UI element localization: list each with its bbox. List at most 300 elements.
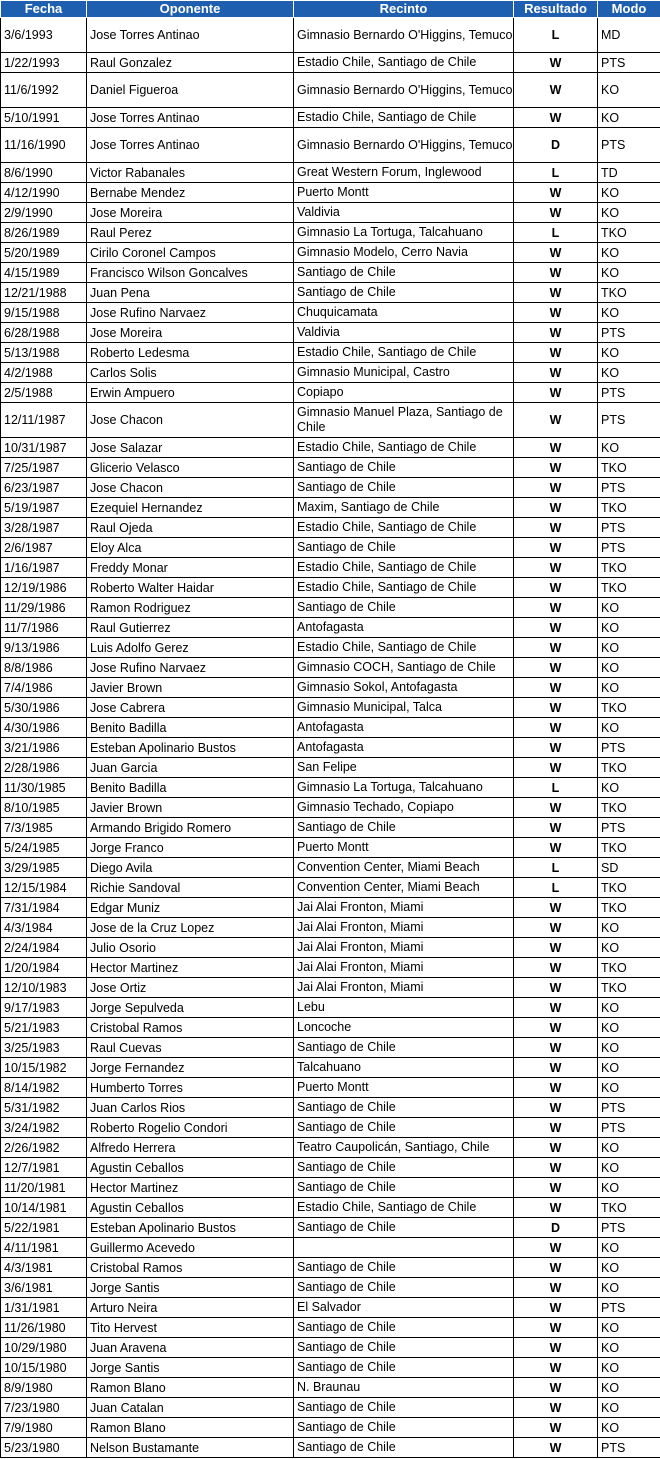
cell-recinto: Convention Center, Miami Beach xyxy=(294,878,514,898)
cell-oponente: Jose Torres Antinao xyxy=(87,108,294,128)
cell-oponente: Diego Avila xyxy=(87,858,294,878)
cell-recinto: Antofagasta xyxy=(294,618,514,638)
cell-modo: KO xyxy=(598,1338,660,1358)
cell-fecha: 4/3/1984 xyxy=(1,918,87,938)
cell-modo: TKO xyxy=(598,898,660,918)
cell-modo: KO xyxy=(598,1238,660,1258)
cell-oponente: Juan Carlos Rios xyxy=(87,1098,294,1118)
cell-recinto: Gimnasio COCH, Santiago de Chile xyxy=(294,658,514,678)
cell-oponente: Roberto Rogelio Condori xyxy=(87,1118,294,1138)
table-row xyxy=(1,558,660,578)
cell-oponente: Benito Badilla xyxy=(87,778,294,798)
table-row xyxy=(1,1138,660,1158)
cell-fecha: 8/9/1980 xyxy=(1,1378,87,1398)
header-recinto: Recinto xyxy=(294,1,514,18)
cell-modo: KO xyxy=(598,1178,660,1198)
cell-fecha: 11/6/1992 xyxy=(1,73,87,108)
cell-recinto: Gimnasio Municipal, Talca xyxy=(294,698,514,718)
cell-oponente: Ramon Rodriguez xyxy=(87,598,294,618)
cell-modo: PTS xyxy=(598,478,660,498)
cell-fecha: 5/20/1989 xyxy=(1,243,87,263)
cell-oponente: Bernabe Mendez xyxy=(87,183,294,203)
cell-resultado: W xyxy=(514,1098,598,1118)
cell-resultado: W xyxy=(514,1058,598,1078)
cell-modo: TKO xyxy=(598,558,660,578)
cell-fecha: 2/28/1986 xyxy=(1,758,87,778)
table-row xyxy=(1,798,660,818)
table-row xyxy=(1,163,660,183)
cell-recinto: El Salvador xyxy=(294,1298,514,1318)
cell-fecha: 10/29/1980 xyxy=(1,1338,87,1358)
table-body xyxy=(1,18,660,1458)
cell-modo: KO xyxy=(598,303,660,323)
table-row xyxy=(1,343,660,363)
cell-fecha: 3/29/1985 xyxy=(1,858,87,878)
header-modo: Modo xyxy=(598,1,660,18)
cell-recinto: Santiago de Chile xyxy=(294,458,514,478)
table-row xyxy=(1,678,660,698)
cell-modo: KO xyxy=(598,1158,660,1178)
table-row xyxy=(1,1338,660,1358)
cell-resultado: W xyxy=(514,658,598,678)
cell-modo: PTS xyxy=(598,1098,660,1118)
header-oponente: Oponente xyxy=(87,1,294,18)
cell-fecha: 8/14/1982 xyxy=(1,1078,87,1098)
cell-oponente: Arturo Neira xyxy=(87,1298,294,1318)
cell-fecha: 10/15/1980 xyxy=(1,1358,87,1378)
table-row xyxy=(1,1398,660,1418)
table-row xyxy=(1,128,660,163)
cell-recinto: Estadio Chile, Santiago de Chile xyxy=(294,518,514,538)
cell-oponente: Jose Cabrera xyxy=(87,698,294,718)
cell-oponente: Ramon Blano xyxy=(87,1418,294,1438)
cell-modo: SD xyxy=(598,858,660,878)
table-row xyxy=(1,938,660,958)
cell-recinto: Chuquicamata xyxy=(294,303,514,323)
cell-resultado: W xyxy=(514,243,598,263)
cell-recinto: Santiago de Chile xyxy=(294,1158,514,1178)
table-row xyxy=(1,538,660,558)
cell-modo: KO xyxy=(598,1358,660,1378)
cell-oponente: Esteban Apolinario Bustos xyxy=(87,738,294,758)
cell-recinto: Copiapo xyxy=(294,383,514,403)
cell-oponente: Richie Sandoval xyxy=(87,878,294,898)
cell-fecha: 5/21/1983 xyxy=(1,1018,87,1038)
cell-resultado: W xyxy=(514,818,598,838)
table-row xyxy=(1,1318,660,1338)
cell-modo: PTS xyxy=(598,323,660,343)
cell-modo: KO xyxy=(598,658,660,678)
cell-modo: KO xyxy=(598,1398,660,1418)
header-resultado: Resultado xyxy=(514,1,598,18)
table-row xyxy=(1,598,660,618)
cell-recinto: Santiago de Chile xyxy=(294,1258,514,1278)
cell-oponente: Jorge Santis xyxy=(87,1358,294,1378)
table-row xyxy=(1,1178,660,1198)
table-row xyxy=(1,638,660,658)
cell-fecha: 3/6/1981 xyxy=(1,1278,87,1298)
table-row xyxy=(1,1418,660,1438)
cell-resultado: W xyxy=(514,978,598,998)
cell-oponente: Cristobal Ramos xyxy=(87,1258,294,1278)
cell-resultado: L xyxy=(514,163,598,183)
cell-resultado: W xyxy=(514,1278,598,1298)
table-row xyxy=(1,1258,660,1278)
cell-resultado: W xyxy=(514,263,598,283)
cell-modo: KO xyxy=(598,73,660,108)
cell-recinto: Convention Center, Miami Beach xyxy=(294,858,514,878)
cell-fecha: 5/13/1988 xyxy=(1,343,87,363)
cell-resultado: W xyxy=(514,203,598,223)
cell-oponente: Raul Perez xyxy=(87,223,294,243)
cell-fecha: 1/20/1984 xyxy=(1,958,87,978)
cell-resultado: W xyxy=(514,1118,598,1138)
table-row xyxy=(1,978,660,998)
cell-fecha: 1/22/1993 xyxy=(1,53,87,73)
cell-recinto: Santiago de Chile xyxy=(294,263,514,283)
cell-fecha: 6/28/1988 xyxy=(1,323,87,343)
cell-resultado: W xyxy=(514,1038,598,1058)
cell-oponente: Juan Catalan xyxy=(87,1398,294,1418)
cell-modo: KO xyxy=(598,718,660,738)
cell-recinto: Jai Alai Fronton, Miami xyxy=(294,938,514,958)
cell-modo: TKO xyxy=(598,838,660,858)
table-row xyxy=(1,918,660,938)
cell-resultado: W xyxy=(514,638,598,658)
cell-recinto: Estadio Chile, Santiago de Chile xyxy=(294,108,514,128)
cell-resultado: W xyxy=(514,478,598,498)
cell-recinto: Estadio Chile, Santiago de Chile xyxy=(294,638,514,658)
cell-resultado: L xyxy=(514,778,598,798)
cell-oponente: Esteban Apolinario Bustos xyxy=(87,1218,294,1238)
cell-fecha: 1/16/1987 xyxy=(1,558,87,578)
cell-fecha: 9/17/1983 xyxy=(1,998,87,1018)
cell-recinto: Puerto Montt xyxy=(294,183,514,203)
cell-recinto: Jai Alai Fronton, Miami xyxy=(294,898,514,918)
table-row xyxy=(1,1218,660,1238)
cell-fecha: 11/20/1981 xyxy=(1,1178,87,1198)
table-row xyxy=(1,1378,660,1398)
cell-resultado: W xyxy=(514,698,598,718)
cell-oponente: Jose Rufino Narvaez xyxy=(87,658,294,678)
cell-modo: PTS xyxy=(598,383,660,403)
cell-modo: KO xyxy=(598,638,660,658)
cell-oponente: Ramon Blano xyxy=(87,1378,294,1398)
cell-oponente: Erwin Ampuero xyxy=(87,383,294,403)
cell-recinto: Santiago de Chile xyxy=(294,1038,514,1058)
cell-recinto: Santiago de Chile xyxy=(294,538,514,558)
cell-resultado: W xyxy=(514,1238,598,1258)
table-row xyxy=(1,383,660,403)
table-row xyxy=(1,958,660,978)
cell-resultado: W xyxy=(514,718,598,738)
cell-oponente: Cristobal Ramos xyxy=(87,1018,294,1038)
cell-fecha: 3/24/1982 xyxy=(1,1118,87,1138)
table-row xyxy=(1,1198,660,1218)
cell-modo: KO xyxy=(598,918,660,938)
table-row xyxy=(1,183,660,203)
table-row xyxy=(1,658,660,678)
cell-oponente: Armando Brigido Romero xyxy=(87,818,294,838)
cell-resultado: W xyxy=(514,1258,598,1278)
cell-resultado: W xyxy=(514,53,598,73)
cell-modo: KO xyxy=(598,938,660,958)
cell-modo: KO xyxy=(598,1138,660,1158)
table-row xyxy=(1,323,660,343)
cell-modo: KO xyxy=(598,203,660,223)
cell-fecha: 4/30/1986 xyxy=(1,718,87,738)
cell-resultado: W xyxy=(514,958,598,978)
cell-recinto: Valdivia xyxy=(294,323,514,343)
cell-resultado: W xyxy=(514,1418,598,1438)
table-row xyxy=(1,108,660,128)
cell-recinto: San Felipe xyxy=(294,758,514,778)
cell-fecha: 3/28/1987 xyxy=(1,518,87,538)
table-row xyxy=(1,998,660,1018)
cell-modo: KO xyxy=(598,243,660,263)
cell-recinto: Estadio Chile, Santiago de Chile xyxy=(294,578,514,598)
cell-recinto: Santiago de Chile xyxy=(294,478,514,498)
cell-oponente: Jose Moreira xyxy=(87,203,294,223)
cell-oponente: Jorge Santis xyxy=(87,1278,294,1298)
cell-resultado: W xyxy=(514,1378,598,1398)
table-row xyxy=(1,898,660,918)
cell-modo: TKO xyxy=(598,578,660,598)
cell-recinto: Estadio Chile, Santiago de Chile xyxy=(294,343,514,363)
cell-oponente: Jose Rufino Narvaez xyxy=(87,303,294,323)
cell-fecha: 9/13/1986 xyxy=(1,638,87,658)
cell-fecha: 5/31/1982 xyxy=(1,1098,87,1118)
cell-modo: KO xyxy=(598,1278,660,1298)
table-row xyxy=(1,1238,660,1258)
cell-oponente: Juan Aravena xyxy=(87,1338,294,1358)
cell-fecha: 4/2/1988 xyxy=(1,363,87,383)
cell-resultado: W xyxy=(514,798,598,818)
cell-resultado: W xyxy=(514,578,598,598)
table-row xyxy=(1,73,660,108)
cell-modo: PTS xyxy=(598,1298,660,1318)
cell-resultado: W xyxy=(514,108,598,128)
cell-fecha: 12/21/1988 xyxy=(1,283,87,303)
cell-recinto: Santiago de Chile xyxy=(294,1398,514,1418)
cell-fecha: 4/3/1981 xyxy=(1,1258,87,1278)
cell-recinto: Santiago de Chile xyxy=(294,598,514,618)
cell-fecha: 4/15/1989 xyxy=(1,263,87,283)
table-row xyxy=(1,738,660,758)
table-row xyxy=(1,1078,660,1098)
cell-oponente: Luis Adolfo Gerez xyxy=(87,638,294,658)
cell-fecha: 11/30/1985 xyxy=(1,778,87,798)
cell-resultado: L xyxy=(514,878,598,898)
cell-fecha: 8/6/1990 xyxy=(1,163,87,183)
cell-oponente: Ezequiel Hernandez xyxy=(87,498,294,518)
cell-resultado: W xyxy=(514,678,598,698)
cell-modo: KO xyxy=(598,998,660,1018)
cell-recinto: Santiago de Chile xyxy=(294,1218,514,1238)
cell-fecha: 3/25/1983 xyxy=(1,1038,87,1058)
cell-fecha: 10/14/1981 xyxy=(1,1198,87,1218)
table-row xyxy=(1,1058,660,1078)
table-row xyxy=(1,858,660,878)
table-row xyxy=(1,203,660,223)
cell-resultado: W xyxy=(514,758,598,778)
table-row xyxy=(1,478,660,498)
cell-fecha: 4/11/1981 xyxy=(1,1238,87,1258)
cell-modo: TKO xyxy=(598,978,660,998)
table-row xyxy=(1,878,660,898)
table-row xyxy=(1,263,660,283)
cell-recinto: Gimnasio Bernardo O'Higgins, Temuco xyxy=(294,128,514,163)
cell-oponente: Freddy Monar xyxy=(87,558,294,578)
table-row xyxy=(1,53,660,73)
cell-fecha: 2/24/1984 xyxy=(1,938,87,958)
cell-oponente: Alfredo Herrera xyxy=(87,1138,294,1158)
cell-oponente: Raul Ojeda xyxy=(87,518,294,538)
cell-modo: KO xyxy=(598,1418,660,1438)
table-row xyxy=(1,1018,660,1038)
cell-recinto: Santiago de Chile xyxy=(294,818,514,838)
cell-oponente: Javier Brown xyxy=(87,678,294,698)
cell-fecha: 4/12/1990 xyxy=(1,183,87,203)
table-row xyxy=(1,403,660,438)
cell-fecha: 2/26/1982 xyxy=(1,1138,87,1158)
cell-resultado: W xyxy=(514,283,598,303)
table-row xyxy=(1,1118,660,1138)
cell-resultado: W xyxy=(514,1018,598,1038)
cell-modo: KO xyxy=(598,363,660,383)
cell-modo: KO xyxy=(598,598,660,618)
cell-modo: KO xyxy=(598,678,660,698)
cell-oponente: Agustin Ceballos xyxy=(87,1198,294,1218)
cell-oponente: Roberto Walter Haidar xyxy=(87,578,294,598)
table-row xyxy=(1,838,660,858)
cell-modo: TD xyxy=(598,163,660,183)
cell-fecha: 8/26/1989 xyxy=(1,223,87,243)
cell-oponente: Jose Torres Antinao xyxy=(87,18,294,53)
cell-oponente: Tito Hervest xyxy=(87,1318,294,1338)
cell-fecha: 12/19/1986 xyxy=(1,578,87,598)
cell-fecha: 11/29/1986 xyxy=(1,598,87,618)
cell-fecha: 6/23/1987 xyxy=(1,478,87,498)
cell-modo: KO xyxy=(598,1018,660,1038)
cell-fecha: 5/23/1980 xyxy=(1,1438,87,1458)
cell-resultado: W xyxy=(514,458,598,478)
cell-oponente: Juan Pena xyxy=(87,283,294,303)
cell-recinto: Great Western Forum, Inglewood xyxy=(294,163,514,183)
table-row xyxy=(1,1438,660,1458)
cell-oponente: Julio Osorio xyxy=(87,938,294,958)
cell-recinto: Santiago de Chile xyxy=(294,283,514,303)
cell-oponente: Agustin Ceballos xyxy=(87,1158,294,1178)
table-header xyxy=(1,1,660,18)
cell-oponente: Victor Rabanales xyxy=(87,163,294,183)
table-row xyxy=(1,498,660,518)
cell-recinto: Talcahuano xyxy=(294,1058,514,1078)
table-row xyxy=(1,778,660,798)
cell-recinto: Santiago de Chile xyxy=(294,1418,514,1438)
cell-fecha: 11/7/1986 xyxy=(1,618,87,638)
cell-modo: TKO xyxy=(598,283,660,303)
cell-resultado: W xyxy=(514,598,598,618)
cell-resultado: W xyxy=(514,1198,598,1218)
cell-resultado: W xyxy=(514,1438,598,1458)
table-row xyxy=(1,698,660,718)
cell-fecha: 12/15/1984 xyxy=(1,878,87,898)
table-row xyxy=(1,758,660,778)
cell-resultado: W xyxy=(514,1178,598,1198)
table-row xyxy=(1,618,660,638)
table-row xyxy=(1,223,660,243)
cell-resultado: W xyxy=(514,1158,598,1178)
cell-recinto: Lebu xyxy=(294,998,514,1018)
table-row xyxy=(1,1038,660,1058)
cell-oponente: Jorge Sepulveda xyxy=(87,998,294,1018)
cell-fecha: 2/9/1990 xyxy=(1,203,87,223)
cell-resultado: W xyxy=(514,1298,598,1318)
table-row xyxy=(1,578,660,598)
cell-oponente: Jose Ortiz xyxy=(87,978,294,998)
cell-recinto: Jai Alai Fronton, Miami xyxy=(294,958,514,978)
cell-recinto: Santiago de Chile xyxy=(294,1318,514,1338)
table-row xyxy=(1,1158,660,1178)
cell-modo: PTS xyxy=(598,738,660,758)
cell-fecha: 7/25/1987 xyxy=(1,458,87,478)
cell-oponente: Raul Gonzalez xyxy=(87,53,294,73)
cell-oponente: Nelson Bustamante xyxy=(87,1438,294,1458)
cell-modo: KO xyxy=(598,438,660,458)
cell-resultado: W xyxy=(514,323,598,343)
cell-resultado: W xyxy=(514,363,598,383)
cell-fecha: 7/4/1986 xyxy=(1,678,87,698)
cell-resultado: D xyxy=(514,1218,598,1238)
cell-fecha: 7/9/1980 xyxy=(1,1418,87,1438)
cell-recinto: Valdivia xyxy=(294,203,514,223)
cell-recinto: Gimnasio Techado, Copiapo xyxy=(294,798,514,818)
cell-recinto: Gimnasio La Tortuga, Talcahuano xyxy=(294,223,514,243)
cell-modo: PTS xyxy=(598,1438,660,1458)
cell-oponente: Hector Martinez xyxy=(87,958,294,978)
cell-modo: KO xyxy=(598,1378,660,1398)
cell-modo: TKO xyxy=(598,458,660,478)
cell-recinto: Puerto Montt xyxy=(294,1078,514,1098)
cell-fecha: 8/8/1986 xyxy=(1,658,87,678)
cell-recinto: Antofagasta xyxy=(294,738,514,758)
cell-modo: PTS xyxy=(598,818,660,838)
cell-fecha: 1/31/1981 xyxy=(1,1298,87,1318)
cell-recinto: Jai Alai Fronton, Miami xyxy=(294,978,514,998)
cell-modo: MD xyxy=(598,18,660,53)
cell-modo: KO xyxy=(598,778,660,798)
cell-fecha: 5/30/1986 xyxy=(1,698,87,718)
cell-modo: TKO xyxy=(598,798,660,818)
cell-modo: TKO xyxy=(598,698,660,718)
cell-fecha: 10/31/1987 xyxy=(1,438,87,458)
cell-recinto: Santiago de Chile xyxy=(294,1438,514,1458)
cell-modo: KO xyxy=(598,263,660,283)
table-row xyxy=(1,283,660,303)
cell-recinto: Gimnasio Manuel Plaza, Santiago de Chile xyxy=(294,403,514,438)
cell-resultado: W xyxy=(514,918,598,938)
cell-fecha: 3/21/1986 xyxy=(1,738,87,758)
cell-oponente: Guillermo Acevedo xyxy=(87,1238,294,1258)
cell-resultado: W xyxy=(514,1338,598,1358)
cell-recinto: Puerto Montt xyxy=(294,838,514,858)
cell-modo: PTS xyxy=(598,538,660,558)
cell-resultado: W xyxy=(514,738,598,758)
table-row xyxy=(1,18,660,53)
cell-fecha: 5/10/1991 xyxy=(1,108,87,128)
cell-fecha: 11/26/1980 xyxy=(1,1318,87,1338)
